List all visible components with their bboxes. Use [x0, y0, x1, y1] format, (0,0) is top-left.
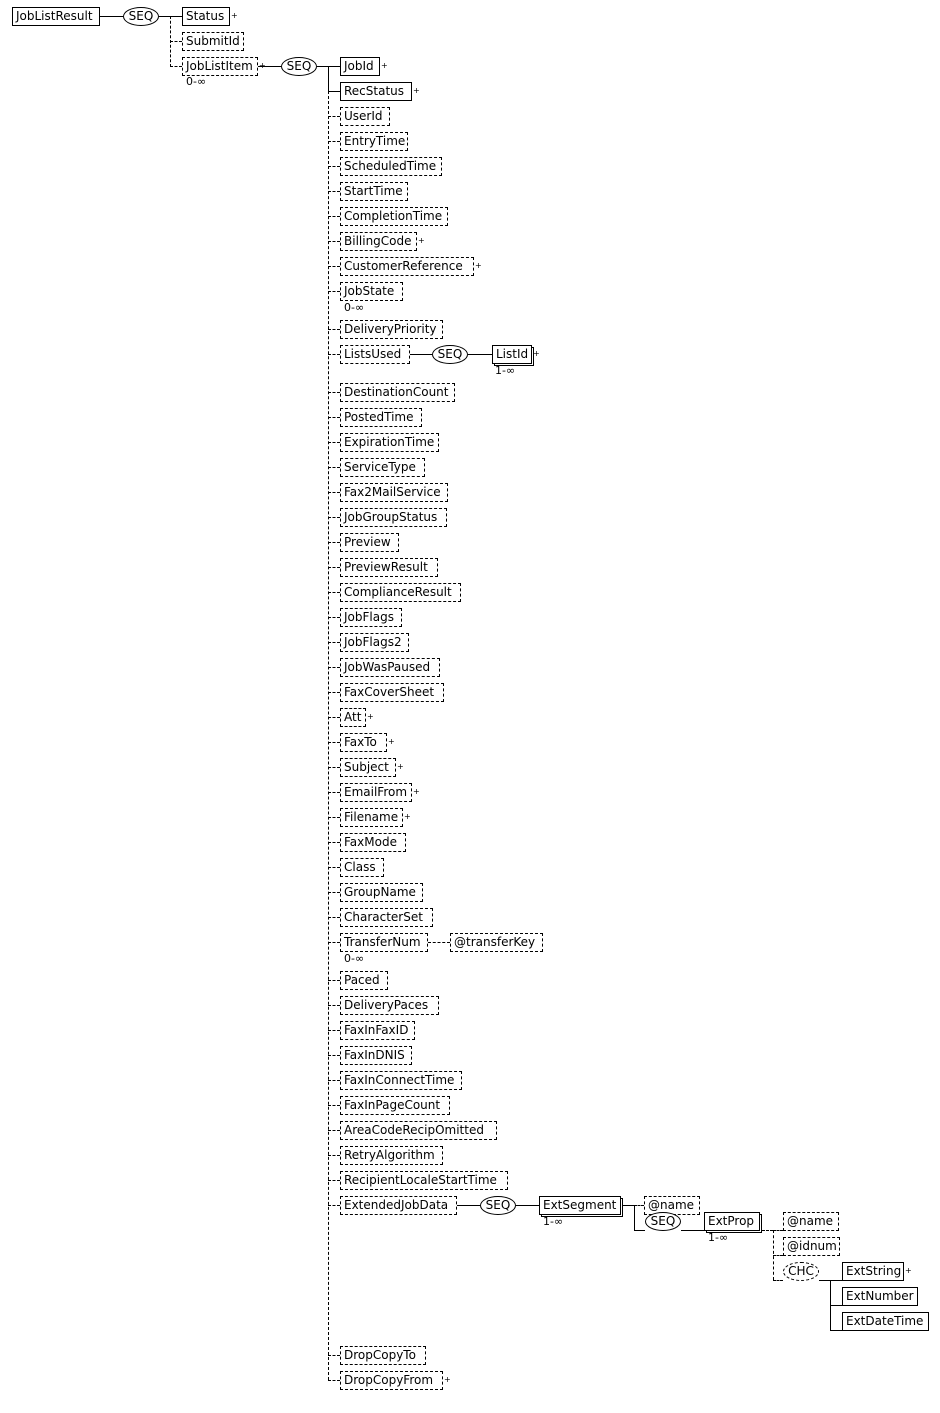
connector-line	[328, 1380, 340, 1381]
connector-line	[428, 942, 450, 943]
connector-line	[773, 1255, 783, 1256]
cardinality-label: 0-∞	[344, 952, 365, 965]
connector-line	[328, 91, 329, 1380]
connector-line	[328, 91, 340, 92]
element-user-id: UserId	[340, 107, 390, 126]
cardinality-label: 0-∞	[344, 301, 365, 314]
element-ext-segment: ExtSegment	[539, 1196, 621, 1215]
element-paced: Paced	[340, 971, 388, 990]
connector-line	[773, 1280, 783, 1281]
element-job-group-status: JobGroupStatus	[340, 508, 447, 527]
element-fax-cover-sheet: FaxCoverSheet	[340, 683, 444, 702]
attribute-attr-transfer-key: @transferKey	[450, 933, 543, 952]
element-ext-prop: ExtProp	[704, 1212, 760, 1231]
connector-line	[623, 1205, 634, 1206]
element-retry-algorithm: RetryAlgorithm	[340, 1146, 443, 1165]
connector-line	[328, 266, 340, 267]
element-job-list-item: JobListItem	[182, 57, 258, 76]
expand-icon: +	[413, 86, 420, 95]
connector-line	[328, 817, 340, 818]
element-filename: Filename	[340, 808, 403, 827]
connector-line	[328, 917, 340, 918]
choice-compositor: CHC	[783, 1262, 819, 1281]
expand-icon: +	[404, 812, 411, 821]
connector-line	[328, 617, 340, 618]
element-job-id: JobId	[340, 57, 380, 76]
expand-icon: +	[231, 11, 238, 20]
connector-line	[328, 1055, 340, 1056]
element-delivery-paces: DeliveryPaces	[340, 996, 439, 1015]
element-customer-reference: CustomerReference	[340, 257, 474, 276]
connector-line	[681, 1230, 704, 1231]
connector-line	[328, 842, 340, 843]
element-posted-time: PostedTime	[340, 408, 422, 427]
connector-line	[328, 542, 340, 543]
connector-line	[170, 16, 182, 17]
attribute-attr-name: @name	[783, 1212, 839, 1231]
connector-line	[819, 1280, 830, 1281]
element-drop-copy-from: DropCopyFrom	[340, 1371, 443, 1390]
connector-line	[328, 216, 340, 217]
connector-line	[328, 1180, 340, 1181]
expand-icon: +	[413, 787, 420, 796]
element-att: Att	[340, 708, 366, 727]
connector-line	[328, 291, 340, 292]
connector-line	[100, 16, 123, 17]
element-submit-id: SubmitId	[182, 32, 244, 51]
connector-line	[634, 1205, 644, 1206]
sequence-compositor: SEQ	[432, 345, 468, 364]
connector-line	[328, 116, 340, 117]
cardinality-label: 1-∞	[495, 364, 516, 377]
element-subject: Subject	[340, 758, 396, 777]
connector-line	[328, 329, 340, 330]
expand-icon: +	[444, 1375, 451, 1384]
element-service-type: ServiceType	[340, 458, 425, 477]
expand-icon: +	[533, 349, 540, 358]
element-lists-used: ListsUsed	[340, 345, 410, 364]
connector-line	[830, 1330, 842, 1331]
element-ext-string: ExtString	[842, 1262, 904, 1281]
element-preview: Preview	[340, 533, 399, 552]
connector-line	[830, 1280, 842, 1281]
connector-line	[328, 354, 340, 355]
expand-icon: +	[388, 737, 395, 746]
element-drop-copy-to: DropCopyTo	[340, 1346, 426, 1365]
connector-line	[328, 1105, 340, 1106]
element-expiration-time: ExpirationTime	[340, 433, 439, 452]
element-status: Status	[182, 7, 230, 26]
element-fax-in-dnis: FaxInDNIS	[340, 1046, 412, 1065]
connector-line	[762, 1230, 773, 1231]
sequence-compositor: SEQ	[281, 57, 317, 76]
connector-line	[328, 1005, 340, 1006]
expand-icon: +	[418, 236, 425, 245]
connector-line	[328, 417, 340, 418]
element-entry-time: EntryTime	[340, 132, 408, 151]
connector-line	[328, 717, 340, 718]
sequence-compositor: SEQ	[123, 7, 159, 26]
element-fax-mode: FaxMode	[340, 833, 406, 852]
connector-line	[328, 1205, 340, 1206]
connector-line	[328, 867, 340, 868]
element-job-list-result: JobListResult	[12, 7, 100, 26]
connector-line	[170, 66, 182, 67]
connector-line	[457, 1205, 480, 1206]
connector-line	[830, 1305, 842, 1306]
connector-line	[328, 492, 340, 493]
attribute-attr-idnum: @idnum	[783, 1237, 840, 1256]
connector-line	[328, 567, 340, 568]
connector-line	[328, 191, 340, 192]
connector-line	[328, 467, 340, 468]
connector-line	[328, 642, 340, 643]
connector-line	[328, 1130, 340, 1131]
element-billing-code: BillingCode	[340, 232, 417, 251]
element-area-code-recip-omitted: AreaCodeRecipOmitted	[340, 1121, 497, 1140]
element-fax2-mail-service: Fax2MailService	[340, 483, 448, 502]
element-group-name: GroupName	[340, 883, 423, 902]
connector-line	[328, 1355, 340, 1356]
expand-icon: +	[367, 712, 374, 721]
cardinality-label: 0-∞	[186, 75, 207, 88]
connector-line	[328, 742, 340, 743]
element-job-was-paused: JobWasPaused	[340, 658, 440, 677]
expand-icon: +	[381, 61, 388, 70]
cardinality-label: 1-∞	[543, 1215, 564, 1228]
element-ext-number: ExtNumber	[842, 1287, 918, 1306]
element-job-flags2: JobFlags2	[340, 633, 409, 652]
sequence-compositor: SEQ	[645, 1212, 681, 1231]
element-job-state: JobState	[340, 282, 403, 301]
connector-line	[258, 66, 281, 67]
expand-icon: +	[905, 1266, 912, 1275]
connector-line	[328, 592, 340, 593]
connector-line	[634, 1230, 645, 1231]
connector-line	[773, 1230, 783, 1231]
element-extended-job-data: ExtendedJobData	[340, 1196, 457, 1215]
expand-icon: +	[397, 762, 404, 771]
element-transfer-num: TransferNum	[340, 933, 428, 952]
element-recipient-locale-start-time: RecipientLocaleStartTime	[340, 1171, 508, 1190]
element-preview-result: PreviewResult	[340, 558, 438, 577]
connector-line	[328, 241, 340, 242]
connector-line	[328, 442, 340, 443]
connector-line	[328, 517, 340, 518]
sequence-compositor: SEQ	[480, 1196, 516, 1215]
expand-icon: +	[475, 261, 482, 270]
connector-line	[328, 141, 340, 142]
connector-line	[328, 892, 340, 893]
element-rec-status: RecStatus	[340, 82, 412, 101]
connector-line	[328, 1030, 340, 1031]
element-fax-in-fax-id: FaxInFaxID	[340, 1021, 415, 1040]
element-ext-date-time: ExtDateTime	[842, 1312, 929, 1331]
connector-line	[328, 942, 340, 943]
element-completion-time: CompletionTime	[340, 207, 448, 226]
connector-line	[328, 792, 340, 793]
connector-line	[328, 980, 340, 981]
connector-line	[410, 354, 432, 355]
element-class: Class	[340, 858, 384, 877]
cardinality-label: 1-∞	[708, 1231, 729, 1244]
connector-line	[328, 667, 340, 668]
element-character-set: CharacterSet	[340, 908, 433, 927]
connector-line	[317, 66, 328, 67]
element-fax-in-page-count: FaxInPageCount	[340, 1096, 450, 1115]
connector-line	[170, 41, 182, 42]
connector-line	[328, 767, 340, 768]
element-job-flags: JobFlags	[340, 608, 402, 627]
connector-line	[516, 1205, 539, 1206]
connector-line	[159, 16, 170, 17]
connector-line	[328, 692, 340, 693]
expand-icon: +	[259, 61, 266, 70]
connector-line	[328, 66, 340, 67]
connector-line	[328, 166, 340, 167]
connector-line	[634, 1205, 635, 1230]
element-scheduled-time: ScheduledTime	[340, 157, 442, 176]
element-delivery-priority: DeliveryPriority	[340, 320, 443, 339]
connector-line	[328, 1080, 340, 1081]
element-destination-count: DestinationCount	[340, 383, 455, 402]
connector-line	[468, 354, 492, 355]
element-fax-in-connect-time: FaxInConnectTime	[340, 1071, 462, 1090]
element-start-time: StartTime	[340, 182, 408, 201]
element-email-from: EmailFrom	[340, 783, 412, 802]
connector-line	[328, 66, 329, 91]
connector-line	[328, 1155, 340, 1156]
attribute-attr-name: @name	[644, 1196, 700, 1215]
element-compliance-result: ComplianceResult	[340, 583, 461, 602]
element-fax-to: FaxTo	[340, 733, 387, 752]
element-list-id: ListId	[492, 345, 532, 364]
connector-line	[328, 392, 340, 393]
